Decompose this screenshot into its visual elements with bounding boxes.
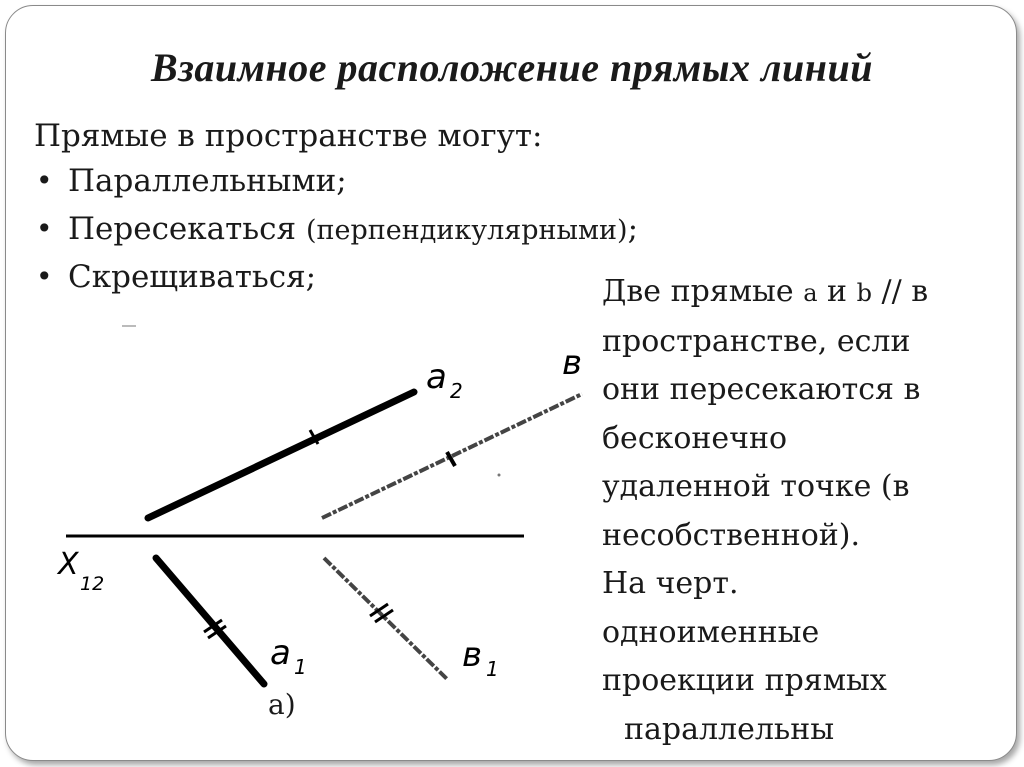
slide-title: Взаимное расположение прямых линий bbox=[151, 45, 873, 90]
bullet-icon: • bbox=[36, 260, 53, 293]
label-b1-sub: 1 bbox=[486, 657, 499, 681]
label-a2: a bbox=[426, 357, 447, 397]
case-skew: Скрещиваться; bbox=[68, 259, 317, 295]
slide-frame bbox=[5, 5, 1017, 761]
explanation-fragment: в bbox=[911, 274, 929, 309]
parallel-lines-drawing bbox=[6, 6, 1017, 761]
explanation-line: удаленной точке (в bbox=[602, 469, 910, 504]
explanation-line: проекции прямых bbox=[602, 663, 887, 698]
explanation-line: несобственной). bbox=[602, 517, 861, 553]
label-a1: a bbox=[270, 633, 291, 673]
axis-label-sub: 12 bbox=[80, 573, 105, 595]
label-b1: в bbox=[462, 635, 483, 675]
explanation-line: бесконечно bbox=[602, 420, 788, 456]
variable-a: a bbox=[803, 279, 818, 307]
line-a1 bbox=[156, 558, 264, 684]
line-b2 bbox=[322, 394, 582, 518]
scan-speck bbox=[498, 474, 501, 477]
explanation-line: На черт. bbox=[602, 566, 739, 601]
explanation-fragment: Две прямые bbox=[602, 274, 804, 309]
case-intersect-note: (перпендикулярными) bbox=[305, 215, 628, 246]
axis-label-x: X bbox=[58, 547, 79, 582]
bullet-icon: • bbox=[36, 164, 53, 197]
label-a1-sub: 1 bbox=[294, 655, 307, 679]
case-parallel: Параллельными; bbox=[68, 163, 347, 199]
case-intersect: Пересекаться bbox=[68, 211, 306, 247]
line-b1 bbox=[324, 558, 448, 680]
explanation-fragment: и bbox=[817, 274, 857, 309]
parallel-sign: // bbox=[871, 274, 912, 309]
label-a2-sub: 2 bbox=[450, 379, 463, 403]
explanation-line: они пересекаются в bbox=[602, 372, 921, 407]
bullet-icon: • bbox=[36, 212, 53, 245]
explanation-line: параллельны bbox=[624, 711, 835, 747]
case-intersect-tail: ; bbox=[627, 211, 639, 247]
line-a2 bbox=[148, 392, 414, 518]
explanation-line: одноименные bbox=[602, 614, 820, 650]
label-b2: в bbox=[562, 343, 583, 383]
explanation-line: пространстве, если bbox=[602, 323, 911, 359]
intro-text: Прямые в пространстве могут: bbox=[34, 118, 543, 154]
variable-b: b bbox=[856, 279, 872, 307]
figure-caption: а) bbox=[268, 688, 296, 721]
